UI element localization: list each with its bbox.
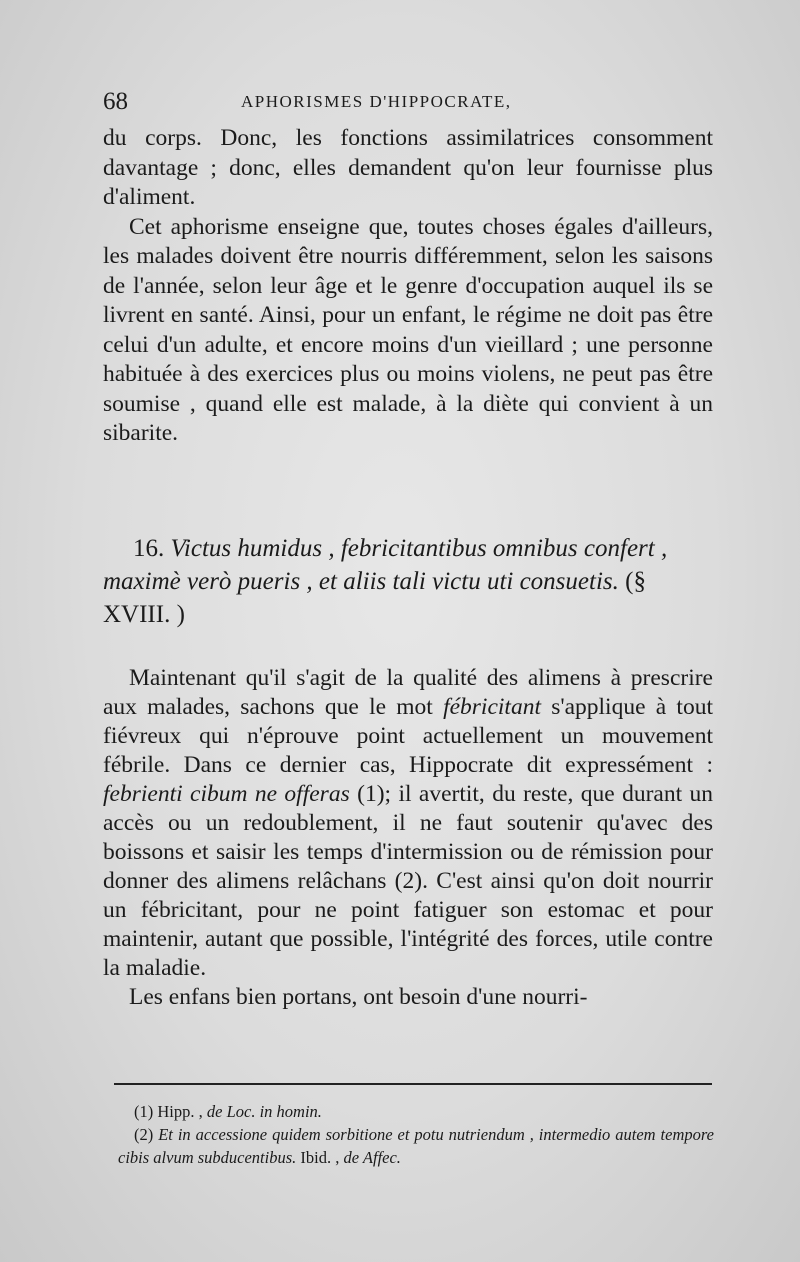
- text-run: s'applique à tout fiévreux qui n'éprouve point actuellement un mouvement fébrile. Dans ce dernier cas, Hippocrate dit expressément :: [103, 694, 713, 778]
- text-run: Maintenant qu'il s'agit de la qualité des alimens à prescrire aux malades, sachons que le mot: [103, 665, 713, 720]
- italic-quote: febrienti cibum ne offeras: [103, 781, 350, 807]
- footnote-2: [118, 1123, 714, 1169]
- page-number: 68: [103, 88, 128, 115]
- paragraph-continuation: du corps. Donc, les fonctions assimilatrices consomment davantage ; donc, elles demandent qu'on leur fournisse plus d'aliment.: [103, 125, 713, 210]
- footnote-text: Ibid. ,: [296, 1148, 344, 1167]
- aphorism-number: 16.: [133, 535, 165, 562]
- aphorism-16: [103, 532, 713, 631]
- footnote-italic: de Affec.: [343, 1148, 401, 1167]
- aphorism-latin-text: Victus humidus , febricitantibus omnibus confert , maximè verò pueris , et aliis tali victu uti consuetis.: [103, 535, 668, 595]
- paragraph-children: Les enfans bien portans, ont besoin d'une nourri-: [129, 984, 588, 1010]
- paragraph-commentary: Cet aphorisme enseigne que, toutes choses égales d'ailleurs, les malades doivent être nourris différemment, selon les saisons de l'année, selon leur âge et le genre d'occupation auquel ils se livrent en santé. Ainsi, pour un enfant, le régime ne doit pas être celui d'un adulte, et encore moins d'un vieillard ; une personne habituée à des exercices plus ou moins violens, ne peut pas être soumise , quand elle est malade, à la diète qui convient à un sibarite.: [103, 213, 713, 446]
- footnote-rule: [114, 1083, 712, 1085]
- footnote-italic: Et in accessione quidem sorbitione et potu nutriendum , intermedio autem tempore cibis alvum subducentibus.: [118, 1125, 715, 1167]
- footnote-text: (2): [134, 1125, 159, 1144]
- italic-term: fébricitant: [443, 694, 541, 720]
- commentary-top: [103, 124, 713, 449]
- running-head: APHORISMES D'HIPPOCRATE,: [241, 92, 512, 111]
- footnote-text: (1) Hipp. ,: [134, 1102, 207, 1121]
- commentary-bottom: [103, 664, 713, 1012]
- page-header: [103, 88, 713, 122]
- aphorism-reference: (§ XVIII. ): [103, 568, 646, 628]
- text-run: (1); il avertit, du reste, que durant un accès ou un redoublement, il ne faut soutenir qu'avec des boissons et saisir les temps d'intermission ou de rémission pour donner des alimens relâchans (2). C'est ainsi qu'on doit nourrir un fébricitant, pour ne point fatiguer son estomac et pour maintenir, autant que possible, l'intégrité des forces, utile contre la maladie.: [103, 781, 714, 981]
- paragraph-quality-of-food: [103, 664, 713, 983]
- footnote-italic: de Loc. in homin.: [206, 1102, 322, 1121]
- footnote-1: [118, 1100, 714, 1123]
- footnotes: [118, 1100, 714, 1169]
